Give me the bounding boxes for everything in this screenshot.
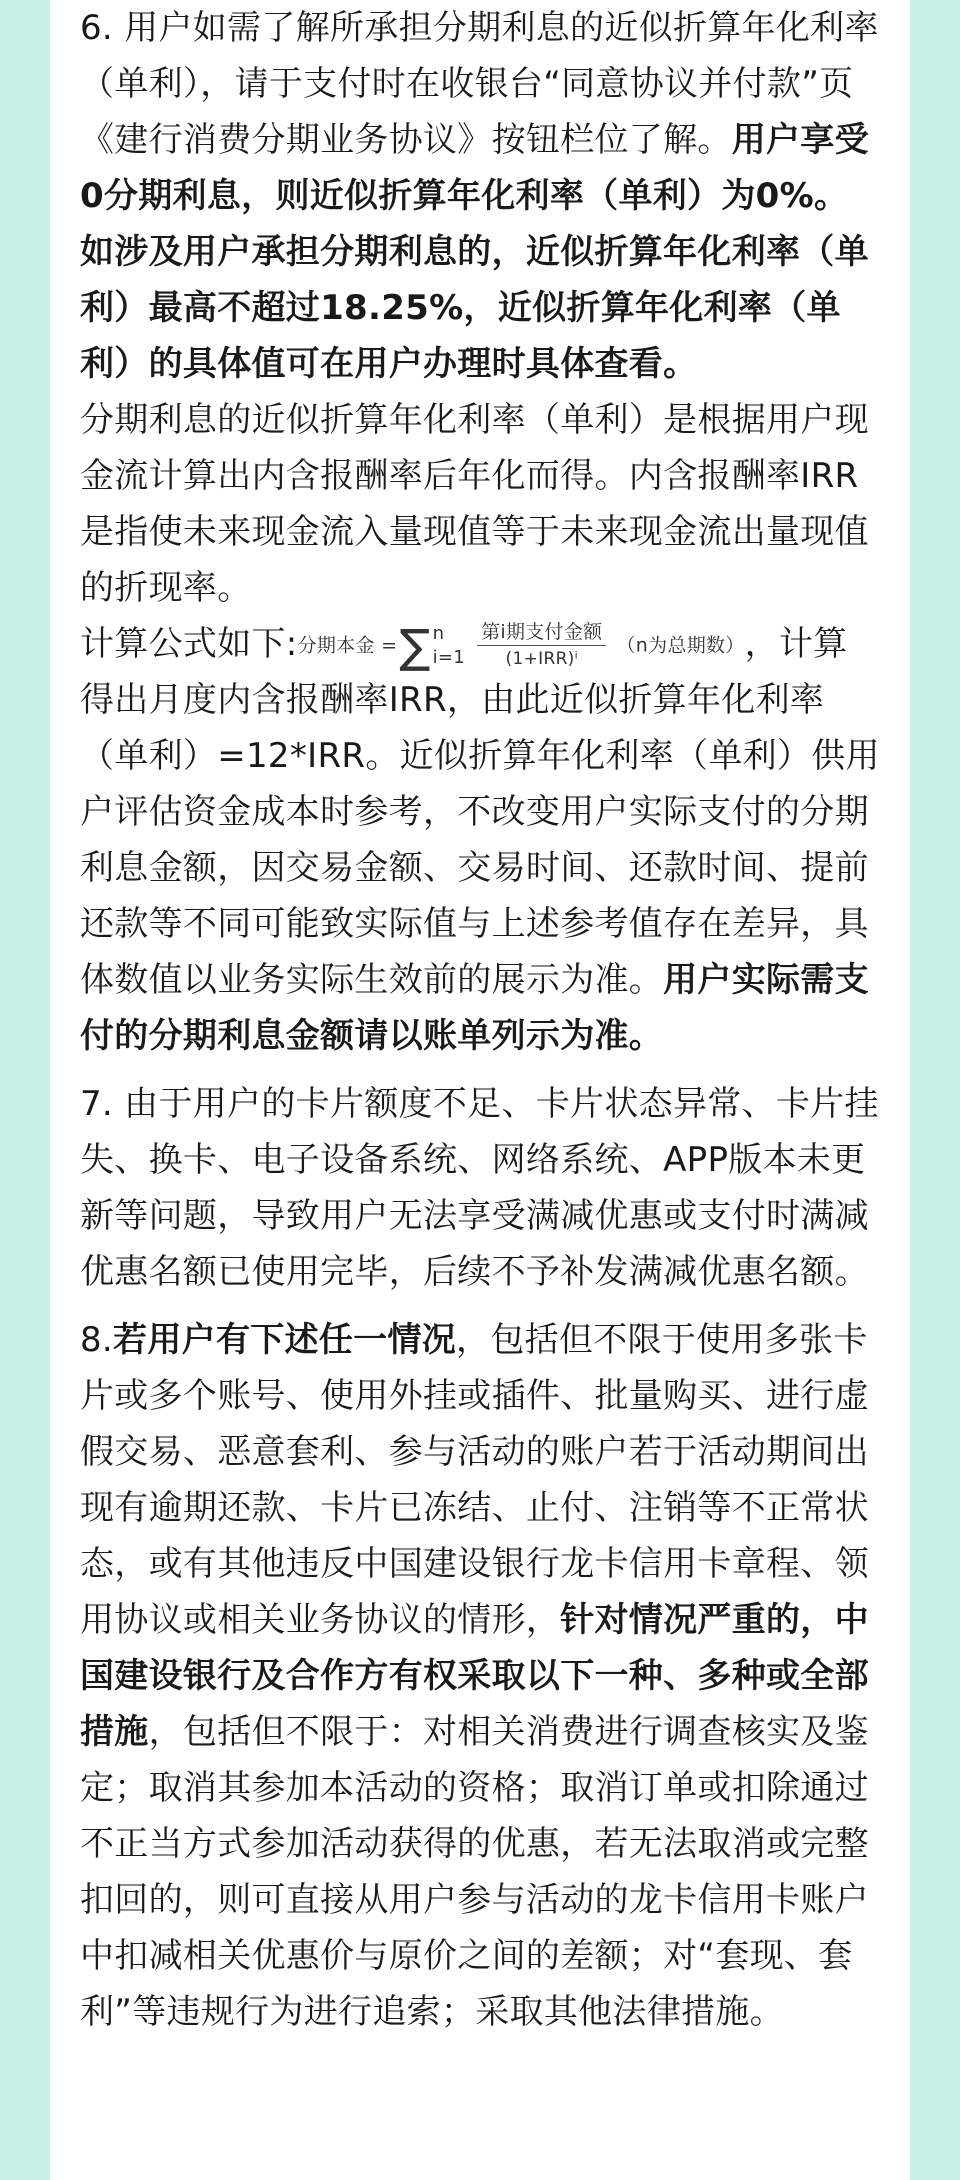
clause-7-paragraph: 7. 由于用户的卡片额度不足、卡片状态异常、卡片挂失、换卡、电子设备系统、网络系统、APP版本未更新等问题，导致用户无法享受满减优惠或支付时满减优惠名额已使用完毕，后续不予补发满减优惠名额。 <box>80 1084 879 1292</box>
clause-6-paragraph <box>80 0 880 392</box>
sum-lower-limit: i=1 <box>432 646 466 668</box>
formula-suffix: ， <box>744 624 779 664</box>
sigma-symbol: ∑ <box>399 618 431 673</box>
paragraph-gap <box>80 1300 880 1312</box>
formula-prefix: 计算公式如下: <box>80 624 298 664</box>
billing-note-bold: 用户实际需支付的分期利息金额请以账单列示为准。 <box>80 960 869 1056</box>
fraction-numerator: 第i期支付金额 <box>477 621 606 646</box>
formula-paragraph <box>80 616 880 1064</box>
clause-8-number: 8. <box>80 1320 114 1360</box>
clause-6-text: 6. 用户如需了解所承担分期利息的近似折算年化利率（单利），请于支付时在收银台“同意协议并付款”页《建行消费分期业务协议》按钮栏位了解。 <box>80 8 879 160</box>
content-card <box>50 0 910 2180</box>
clause-6-bold-text: 用户享受0分期利息，则近似折算年化利率（单利）为0%。如涉及用户承担分期利息的，近似折算年化利率（单利）最高不超过18.25%，近似折算年化利率（单利）的具体值可在用户办理时具体查看。 <box>80 120 869 384</box>
clause-8-paragraph <box>80 1312 880 2040</box>
formula-lhs: 分期本金 = <box>297 634 398 657</box>
clause-8-bold-2: 针对情况严重的，中国建设银行及合作方有权采取以下一种、多种或全部措施 <box>80 1600 869 1752</box>
fraction-denominator: (1+IRR)ⁱ <box>505 649 578 669</box>
clause-8-text-1: ，包括但不限于使用多张卡片或多个账号、使用外挂或插件、批量购买、进行虚假交易、恶意套利、参与活动的账户若于活动期间出现有逾期还款、卡片已冻结、止付、注销等不正常状态，或有其他违反中国建设银行龙卡信用卡章程、领用协议或相关业务协议的情形， <box>80 1320 869 1640</box>
clause-8-text-2: ，包括但不限于：对相关消费进行调查核实及鉴定；取消其参加本活动的资格；取消订单或扣除通过不正当方式参加活动获得的优惠，若无法取消或完整扣回的，则可直接从用户参与活动的龙卡信用卡账户中扣减相关优惠价与原价之间的差额；对“套现、套利”等违规行为进行追索；采取其他法律措施。 <box>80 1712 869 2032</box>
clause-8-bold-1: 若用户有下述任一情况 <box>113 1320 457 1360</box>
irr-calculation-text: 计算得出月度内含报酬率IRR，由此近似折算年化利率（单利）=12*IRR。近似折算年化利率（单利）供用户评估资金成本时参考，不改变用户实际支付的分期利息金额，因交易金额、交易时间、还款时间、提前还款等不同可能致实际值与上述参考值存在差异，具体数值以业务实际生效前的展示为准。 <box>80 624 880 1000</box>
irr-explanation: 分期利息的近似折算年化利率（单利）是根据用户现金流计算出内含报酬率后年化而得。内含报酬率IRR是指使未来现金流入量现值等于未来现金流出量现值的折现率。 <box>80 400 869 608</box>
formula-note: （n为总期数） <box>616 634 745 657</box>
terms-content <box>80 0 880 2040</box>
formula-fraction <box>477 621 606 670</box>
irr-formula <box>297 618 745 673</box>
paragraph-gap <box>80 1064 880 1076</box>
sum-upper-limit: n <box>432 622 445 644</box>
sum-limits <box>433 622 465 670</box>
